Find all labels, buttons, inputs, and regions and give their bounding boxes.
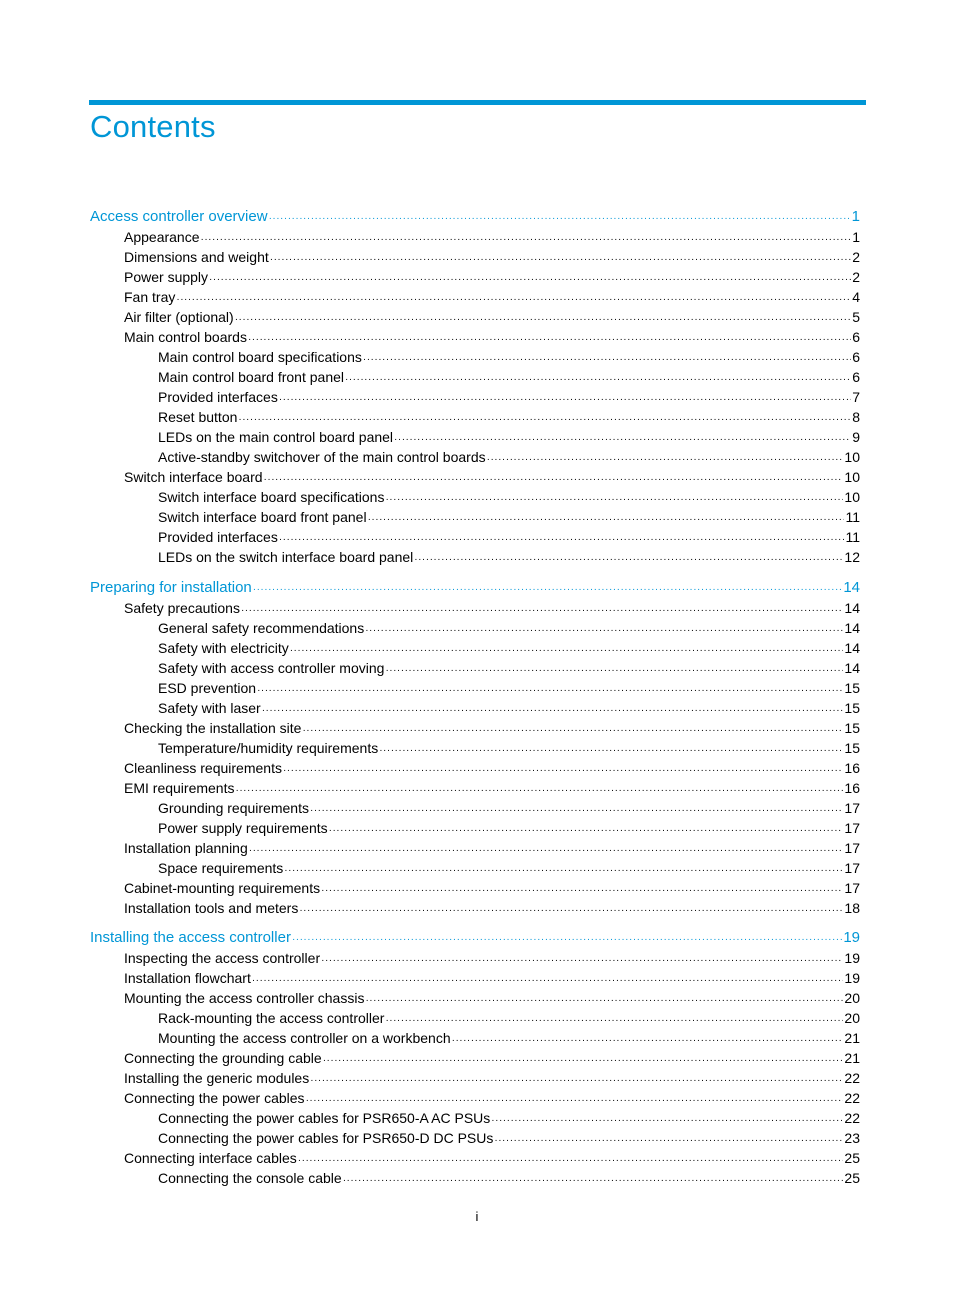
toc-subsection-entry[interactable] — [90, 347, 860, 367]
toc-section-entry[interactable] — [90, 287, 860, 307]
toc-chapter-section — [90, 928, 860, 1188]
toc-section-entry[interactable] — [90, 598, 860, 618]
toc-dot-leader — [253, 580, 843, 600]
toc-page-number: 23 — [844, 1130, 860, 1146]
toc-section-entry[interactable] — [90, 838, 860, 858]
toc-subsection-entry[interactable] — [90, 1028, 860, 1048]
toc-dot-leader — [269, 209, 851, 229]
toc-section-entry[interactable] — [90, 307, 860, 327]
toc-entry-title: Installing the access controller — [90, 929, 291, 946]
toc-dot-leader — [257, 681, 843, 701]
toc-section-entry[interactable] — [90, 467, 860, 487]
toc-page-number: 10 — [844, 449, 860, 465]
toc-page-number: 15 — [844, 739, 860, 756]
toc-entry-title: Provided interfaces — [158, 389, 278, 405]
table-of-contents — [90, 207, 860, 1188]
toc-subsection-entry[interactable] — [90, 1108, 860, 1128]
toc-page-number: 22 — [844, 1110, 860, 1126]
toc-entry-title: LEDs on the main control board panel — [158, 429, 394, 445]
toc-entry-title: Active-standby switchover of the main control boards — [158, 449, 486, 465]
toc-chapter-entry[interactable] — [90, 207, 860, 227]
toc-dot-leader — [299, 901, 843, 921]
toc-subsection-entry[interactable] — [90, 618, 860, 638]
toc-subsection-entry[interactable] — [90, 1008, 860, 1028]
toc-page-number: 14 — [844, 639, 860, 656]
toc-page-number: 2 — [852, 269, 860, 285]
toc-entry-title: ESD prevention — [158, 679, 257, 696]
toc-entry-title: EMI requirements — [124, 779, 235, 796]
toc-dot-leader — [491, 1111, 843, 1131]
toc-dot-leader — [176, 290, 851, 310]
toc-entry-title: Main control board specifications — [158, 349, 362, 365]
toc-dot-leader — [292, 930, 842, 950]
toc-page-number: 17 — [844, 879, 860, 896]
toc-dot-leader — [452, 1031, 844, 1051]
toc-dot-leader — [284, 861, 843, 881]
toc-subsection-entry[interactable] — [90, 678, 860, 698]
toc-page-number: 25 — [844, 1150, 860, 1166]
toc-entry-title: Installation planning — [124, 839, 248, 856]
footer-page-number: i — [475, 1209, 479, 1224]
toc-page-number: 15 — [844, 719, 860, 736]
toc-subsection-entry[interactable] — [90, 1168, 860, 1188]
toc-section-entry[interactable] — [90, 1088, 860, 1108]
toc-dot-leader — [323, 1051, 844, 1071]
toc-entry-title: Connecting the grounding cable — [124, 1050, 322, 1066]
toc-dot-leader — [209, 270, 851, 290]
toc-dot-leader — [368, 510, 845, 530]
toc-page-number: 10 — [844, 469, 860, 485]
toc-section-entry[interactable] — [90, 988, 860, 1008]
toc-page-number: 14 — [844, 599, 860, 616]
toc-subsection-entry[interactable] — [90, 447, 860, 467]
toc-entry-title: Cabinet-mounting requirements — [124, 879, 321, 896]
toc-entry-title: Connecting the power cables — [124, 1090, 305, 1106]
toc-page-number: 15 — [844, 679, 860, 696]
toc-dot-leader — [310, 801, 843, 821]
toc-entry-title: Switch interface board specifications — [158, 489, 385, 505]
toc-entry-title: Main control board front panel — [158, 369, 344, 385]
toc-section-entry[interactable] — [90, 1068, 860, 1088]
toc-subsection-entry[interactable] — [90, 858, 860, 878]
toc-entry-title: LEDs on the switch interface board panel — [158, 549, 414, 565]
toc-subsection-entry[interactable] — [90, 1128, 860, 1148]
toc-subsection-entry[interactable] — [90, 638, 860, 658]
toc-subsection-entry[interactable] — [90, 698, 860, 718]
toc-page-number: 11 — [845, 529, 860, 545]
toc-section-entry[interactable] — [90, 878, 860, 898]
toc-dot-leader — [321, 881, 843, 901]
toc-section-entry[interactable] — [90, 718, 860, 738]
toc-entry-title: Appearance — [124, 229, 200, 245]
toc-page-number: 19 — [843, 929, 860, 946]
toc-section-entry[interactable] — [90, 267, 860, 287]
toc-page-number: 6 — [852, 329, 860, 345]
toc-page-number: 17 — [844, 839, 860, 856]
toc-dot-leader — [201, 230, 852, 250]
toc-dot-leader — [363, 350, 851, 370]
toc-entry-title: Mounting the access controller chassis — [124, 990, 365, 1006]
toc-page-number: 12 — [844, 549, 860, 565]
toc-subsection-entry[interactable] — [90, 367, 860, 387]
toc-entry-title: Cleanliness requirements — [124, 759, 282, 776]
toc-dot-leader — [310, 1071, 843, 1091]
toc-entry-title: Inspecting the access controller — [124, 950, 321, 966]
toc-dot-leader — [249, 841, 844, 861]
toc-page-number: 7 — [852, 389, 860, 405]
toc-entry-title: General safety recommendations — [158, 619, 365, 636]
toc-section-entry[interactable] — [90, 898, 860, 918]
toc-chapter-section — [90, 578, 860, 918]
toc-page-number: 25 — [844, 1170, 860, 1186]
toc-entry-title: Power supply — [124, 269, 209, 285]
toc-entry-title: Rack-mounting the access controller — [158, 1010, 385, 1026]
toc-page-number: 5 — [852, 309, 860, 325]
toc-entry-title: Switch interface board — [124, 469, 263, 485]
toc-page-number: 9 — [852, 429, 860, 445]
toc-dot-leader — [365, 991, 843, 1011]
toc-entry-title: Safety with laser — [158, 699, 261, 716]
toc-page-number: 2 — [852, 249, 860, 265]
toc-page-number: 15 — [844, 699, 860, 716]
toc-entry-title: Reset button — [158, 409, 238, 425]
toc-page-number: 11 — [845, 509, 860, 525]
toc-page-number: 1 — [851, 208, 860, 225]
toc-dot-leader — [379, 741, 843, 761]
toc-page-number: 6 — [852, 349, 860, 365]
toc-entry-title: Grounding requirements — [158, 799, 309, 816]
toc-page-number: 19 — [844, 970, 860, 986]
toc-page-number: 17 — [844, 799, 860, 816]
toc-page-number: 21 — [844, 1050, 860, 1066]
toc-entry-title: Main control boards — [124, 329, 247, 345]
toc-page-number: 16 — [844, 759, 860, 776]
toc-entry-title: Connecting interface cables — [124, 1150, 297, 1166]
toc-section-entry[interactable] — [90, 1048, 860, 1068]
toc-page-number: 17 — [844, 819, 860, 836]
toc-page-number: 20 — [844, 990, 860, 1006]
toc-page-number: 16 — [844, 779, 860, 796]
toc-subsection-entry[interactable] — [90, 487, 860, 507]
toc-entry-title: Power supply requirements — [158, 819, 328, 836]
toc-dot-leader — [494, 1131, 843, 1151]
toc-entry-title: Checking the installation site — [124, 719, 302, 736]
toc-page-number: 8 — [852, 409, 860, 425]
toc-dot-leader — [298, 1151, 844, 1171]
toc-subsection-entry[interactable] — [90, 427, 860, 447]
toc-page-number: 22 — [844, 1070, 860, 1086]
toc-page-number: 4 — [852, 289, 860, 305]
toc-section-entry[interactable] — [90, 968, 860, 988]
toc-entry-title: Provided interfaces — [158, 529, 278, 545]
toc-subsection-entry[interactable] — [90, 738, 860, 758]
toc-subsection-entry[interactable] — [90, 658, 860, 678]
toc-chapter-section — [90, 207, 860, 567]
toc-entry-title: Installing the generic modules — [124, 1070, 310, 1086]
toc-entry-title: Installation flowchart — [124, 970, 251, 986]
toc-entry-title: Connecting the power cables for PSR650-A AC PSUs — [158, 1110, 491, 1126]
page-title: Contents — [90, 109, 216, 144]
toc-dot-leader — [283, 761, 843, 781]
toc-entry-title: Space requirements — [158, 859, 284, 876]
toc-dot-leader — [385, 1011, 843, 1031]
toc-entry-title: Preparing for installation — [90, 578, 252, 596]
toc-page-number: 22 — [844, 1090, 860, 1106]
toc-entry-title: Temperature/humidity requirements — [158, 739, 379, 756]
toc-dot-leader — [235, 310, 852, 330]
toc-dot-leader — [321, 951, 843, 971]
toc-dot-leader — [302, 721, 843, 741]
toc-page-number: 10 — [844, 489, 860, 505]
toc-entry-title: Access controller overview — [90, 208, 268, 225]
toc-entry-title: Safety precautions — [124, 599, 240, 616]
toc-subsection-entry[interactable] — [90, 547, 860, 567]
toc-dot-leader — [385, 661, 843, 681]
toc-dot-leader — [385, 490, 843, 510]
toc-subsection-entry[interactable] — [90, 818, 860, 838]
toc-section-entry[interactable] — [90, 327, 860, 347]
toc-dot-leader — [262, 701, 844, 721]
toc-subsection-entry[interactable] — [90, 507, 860, 527]
toc-page-number: 19 — [844, 950, 860, 966]
toc-page-number: 20 — [844, 1010, 860, 1026]
toc-page-number: 21 — [844, 1030, 860, 1046]
toc-entry-title: Dimensions and weight — [124, 249, 269, 265]
toc-entry-title: Switch interface board front panel — [158, 509, 367, 525]
toc-dot-leader — [235, 781, 843, 801]
toc-section-entry[interactable] — [90, 227, 860, 247]
toc-subsection-entry[interactable] — [90, 527, 860, 547]
toc-section-entry[interactable] — [90, 1148, 860, 1168]
toc-entry-title: Mounting the access controller on a workbench — [158, 1030, 451, 1046]
toc-dot-leader — [345, 370, 851, 390]
toc-subsection-entry[interactable] — [90, 387, 860, 407]
toc-dot-leader — [329, 821, 844, 841]
toc-dot-leader — [343, 1171, 844, 1191]
toc-page-number: 14 — [844, 619, 860, 636]
toc-entry-title: Connecting the console cable — [158, 1170, 342, 1186]
toc-section-entry[interactable] — [90, 247, 860, 267]
toc-section-entry[interactable] — [90, 758, 860, 778]
toc-subsection-entry[interactable] — [90, 798, 860, 818]
toc-entry-title: Fan tray — [124, 289, 176, 305]
toc-entry-title: Installation tools and meters — [124, 899, 299, 916]
toc-chapter-entry[interactable] — [90, 578, 860, 598]
toc-page-number: 14 — [844, 659, 860, 676]
toc-chapter-entry[interactable] — [90, 928, 860, 948]
toc-page-number: 1 — [852, 229, 860, 245]
toc-page-number: 18 — [844, 899, 860, 916]
toc-entry-title: Safety with electricity — [158, 639, 289, 656]
toc-page-number: 14 — [843, 578, 860, 596]
top-rule — [89, 100, 866, 105]
toc-entry-title: Safety with access controller moving — [158, 659, 385, 676]
toc-section-entry[interactable] — [90, 778, 860, 798]
toc-page-number: 6 — [852, 369, 860, 385]
toc-subsection-entry[interactable] — [90, 407, 860, 427]
toc-dot-leader — [279, 390, 851, 410]
toc-dot-leader — [365, 621, 843, 641]
toc-page-number: 17 — [844, 859, 860, 876]
toc-entry-title: Air filter (optional) — [124, 309, 234, 325]
toc-entry-title: Connecting the power cables for PSR650-D DC PSUs — [158, 1130, 494, 1146]
toc-dot-leader — [270, 250, 851, 270]
toc-dot-leader — [414, 550, 843, 570]
toc-dot-leader — [487, 450, 844, 470]
toc-section-entry[interactable] — [90, 948, 860, 968]
